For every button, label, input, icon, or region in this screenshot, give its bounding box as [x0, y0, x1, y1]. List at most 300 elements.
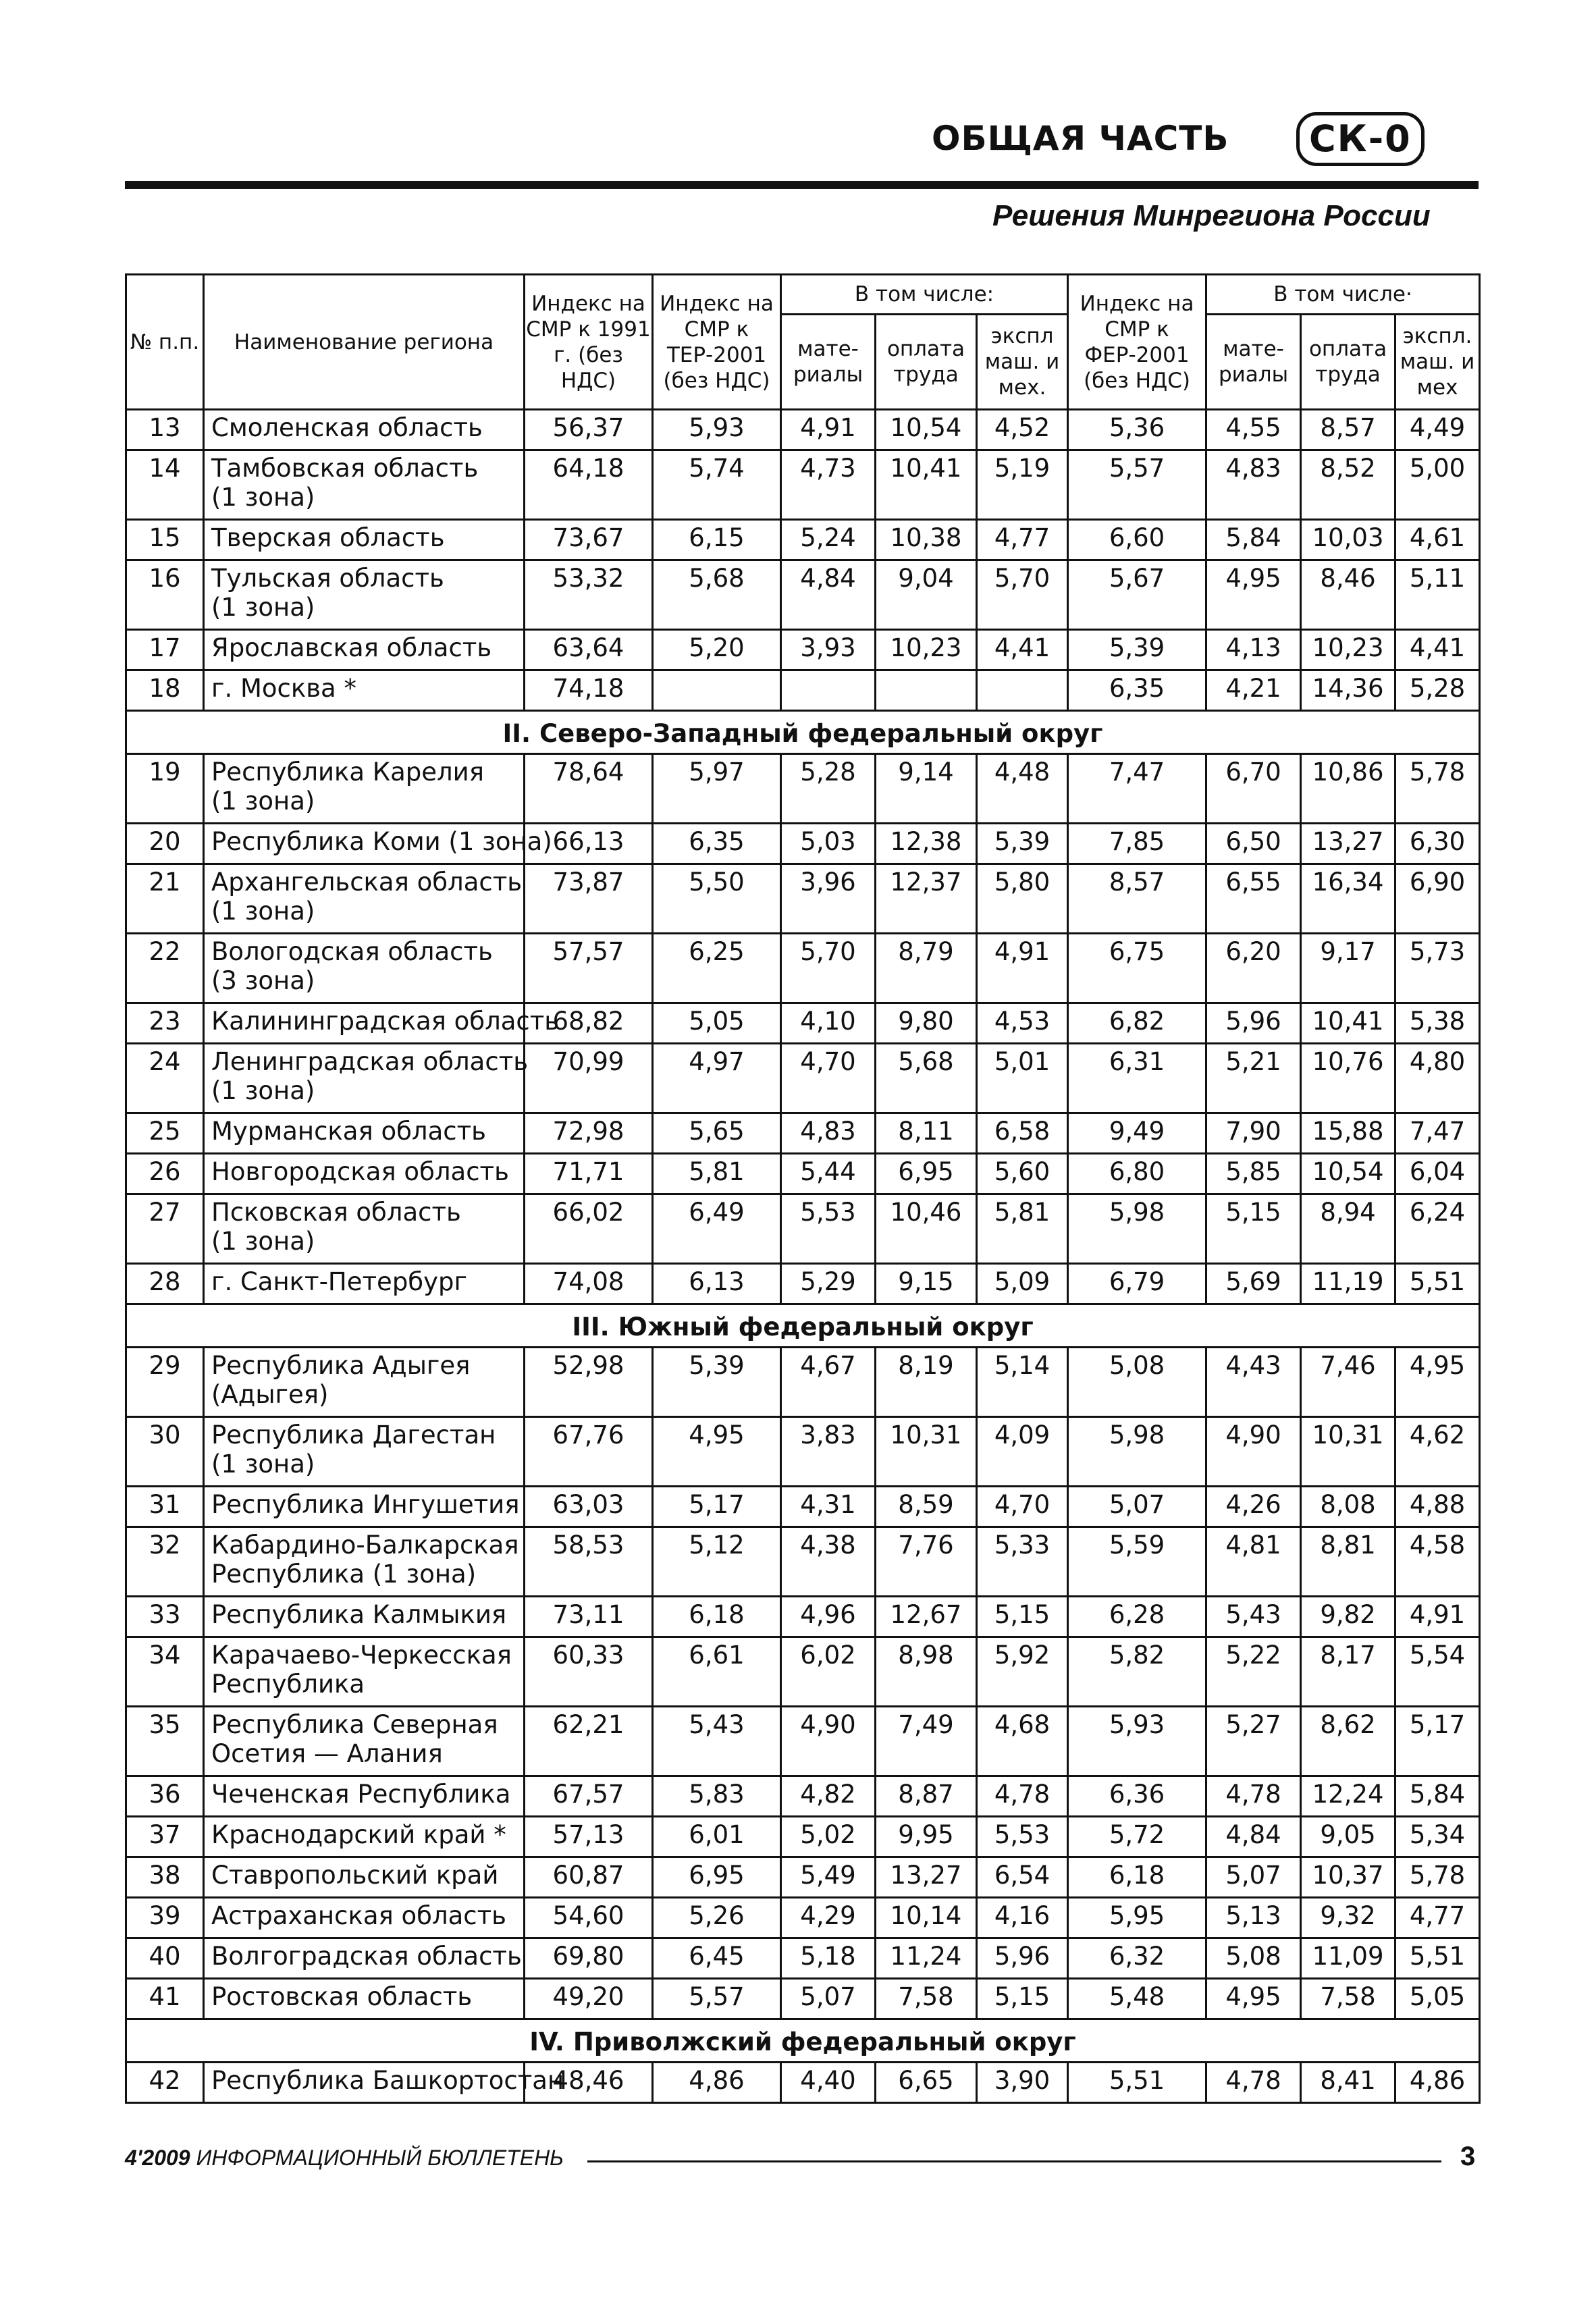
index-fer-2001-cell: 5,07: [1068, 1487, 1206, 1527]
index-1991-cell: 60,87: [525, 1857, 653, 1898]
index-1991-cell: 69,80: [525, 1938, 653, 1979]
table-row: [126, 864, 1480, 934]
region-name: [204, 670, 525, 711]
fer-machinery-cell: 5,34: [1395, 1817, 1480, 1857]
ter-machinery-cell: 5,92: [977, 1637, 1068, 1707]
ter-machinery-cell: 6,54: [977, 1857, 1068, 1898]
index-ter-2001-cell: 5,57: [653, 1979, 781, 2019]
row-number: 27: [126, 1194, 204, 1264]
fer-labor-cell: 8,62: [1301, 1707, 1395, 1776]
index-ter-2001-cell: 6,15: [653, 520, 781, 560]
region-name-line: Мурманская область: [211, 1117, 486, 1146]
index-ter-2001-cell: 6,95: [653, 1857, 781, 1898]
ter-machinery-cell: 4,78: [977, 1776, 1068, 1817]
region-name: [204, 1637, 525, 1707]
ter-machinery-cell: 5,33: [977, 1527, 1068, 1597]
index-1991-cell: 64,18: [525, 450, 653, 520]
table-row: [126, 1637, 1480, 1707]
fer-materials-cell: 5,13: [1206, 1898, 1301, 1938]
region-name: [204, 1898, 525, 1938]
ter-materials-cell: 5,18: [781, 1938, 876, 1979]
region-name: [204, 754, 525, 824]
fer-labor-cell: 11,09: [1301, 1938, 1395, 1979]
table-row: [126, 1707, 1480, 1776]
fer-machinery-cell: 5,73: [1395, 934, 1480, 1003]
index-fer-2001-cell: 5,59: [1068, 1527, 1206, 1597]
index-ter-2001-cell: [653, 670, 781, 711]
ter-materials-cell: 5,70: [781, 934, 876, 1003]
ter-labor-cell: 5,68: [876, 1044, 977, 1113]
index-ter-2001-cell: 6,25: [653, 934, 781, 1003]
fer-materials-cell: 4,81: [1206, 1527, 1301, 1597]
fer-machinery-cell: 5,28: [1395, 670, 1480, 711]
index-fer-2001-cell: 6,60: [1068, 520, 1206, 560]
ter-machinery-cell: 5,53: [977, 1817, 1068, 1857]
index-fer-2001-cell: 5,67: [1068, 560, 1206, 630]
footer-rule: [587, 2160, 1441, 2162]
row-number: 24: [126, 1044, 204, 1113]
fer-materials-cell: 4,90: [1206, 1417, 1301, 1487]
fer-machinery-cell: 5,51: [1395, 1938, 1480, 1979]
table-row: [126, 450, 1480, 520]
ter-materials-cell: 5,29: [781, 1264, 876, 1304]
fer-materials-cell: 7,90: [1206, 1113, 1301, 1154]
table-row: [126, 410, 1480, 450]
region-name-line: Калининградская область: [211, 1007, 560, 1036]
table-row: [126, 1194, 1480, 1264]
fer-labor-cell: 14,36: [1301, 670, 1395, 711]
index-ter-2001-cell: 6,45: [653, 1938, 781, 1979]
fer-labor-cell: 11,19: [1301, 1264, 1395, 1304]
row-number: 39: [126, 1898, 204, 1938]
table-row: [126, 1348, 1480, 1417]
index-ter-2001-cell: 5,65: [653, 1113, 781, 1154]
index-fer-2001-cell: 5,72: [1068, 1817, 1206, 1857]
ter-machinery-cell: 6,58: [977, 1113, 1068, 1154]
table-row: [126, 1898, 1480, 1938]
index-1991-cell: 58,53: [525, 1527, 653, 1597]
region-name-line: Тверская область: [211, 523, 445, 552]
ter-materials-cell: 4,91: [781, 410, 876, 450]
ter-machinery-cell: 4,48: [977, 754, 1068, 824]
table-row: [126, 1527, 1480, 1597]
index-ter-2001-cell: 6,01: [653, 1817, 781, 1857]
ter-materials-cell: 4,82: [781, 1776, 876, 1817]
index-ter-2001-cell: 5,17: [653, 1487, 781, 1527]
fer-machinery-cell: 5,78: [1395, 754, 1480, 824]
region-name-line: Псковская область: [211, 1198, 461, 1227]
section-heading: IV. Приволжский федеральный округ: [126, 2019, 1480, 2063]
section-row: [126, 2019, 1480, 2063]
fer-materials-cell: 4,43: [1206, 1348, 1301, 1417]
ter-machinery-cell: 5,70: [977, 560, 1068, 630]
fer-materials-cell: 6,20: [1206, 934, 1301, 1003]
fer-machinery-cell: 5,11: [1395, 560, 1480, 630]
col-header-materials: мате-риалы: [781, 315, 876, 410]
ter-materials-cell: 4,84: [781, 560, 876, 630]
row-number: 35: [126, 1707, 204, 1776]
index-ter-2001-cell: 5,43: [653, 1707, 781, 1776]
region-name: [204, 1979, 525, 2019]
region-name-line: (1 зона): [211, 897, 315, 926]
row-number: 34: [126, 1637, 204, 1707]
index-1991-cell: 63,64: [525, 630, 653, 670]
col-header-labor: оплата труда: [1301, 315, 1395, 410]
ter-labor-cell: 7,49: [876, 1707, 977, 1776]
ter-machinery-cell: 4,68: [977, 1707, 1068, 1776]
fer-labor-cell: 9,32: [1301, 1898, 1395, 1938]
region-name-line: Астраханская область: [211, 1901, 506, 1930]
fer-machinery-cell: 5,17: [1395, 1707, 1480, 1776]
fer-materials-cell: 5,21: [1206, 1044, 1301, 1113]
table-row: [126, 1417, 1480, 1487]
index-fer-2001-cell: 6,35: [1068, 670, 1206, 711]
ter-materials-cell: 5,49: [781, 1857, 876, 1898]
col-header-idx-ter: Индекс на СМР к ТЕР-2001 (без НДС): [653, 275, 781, 410]
row-number: 41: [126, 1979, 204, 2019]
ter-machinery-cell: 3,90: [977, 2063, 1068, 2103]
region-name: [204, 410, 525, 450]
fer-materials-cell: 5,08: [1206, 1938, 1301, 1979]
fer-labor-cell: 8,17: [1301, 1637, 1395, 1707]
ter-materials-cell: 4,38: [781, 1527, 876, 1597]
ter-labor-cell: 6,65: [876, 2063, 977, 2103]
ter-machinery-cell: 4,70: [977, 1487, 1068, 1527]
ter-machinery-cell: 4,16: [977, 1898, 1068, 1938]
fer-machinery-cell: 5,00: [1395, 450, 1480, 520]
col-header-num: № п.п.: [126, 275, 204, 410]
ter-materials-cell: 5,28: [781, 754, 876, 824]
row-number: 21: [126, 864, 204, 934]
ter-machinery-cell: 5,60: [977, 1154, 1068, 1194]
table-row: [126, 630, 1480, 670]
fer-materials-cell: 4,21: [1206, 670, 1301, 711]
region-name-line: Республика Адыгея: [211, 1351, 471, 1380]
ter-labor-cell: 12,38: [876, 824, 977, 864]
section-heading: III. Южный федеральный округ: [126, 1304, 1480, 1348]
index-ter-2001-cell: 4,86: [653, 2063, 781, 2103]
fer-labor-cell: 8,08: [1301, 1487, 1395, 1527]
fer-labor-cell: 9,05: [1301, 1817, 1395, 1857]
region-name-line: (1 зона): [211, 483, 315, 512]
row-number: 16: [126, 560, 204, 630]
region-name: [204, 1264, 525, 1304]
fer-materials-cell: 5,84: [1206, 520, 1301, 560]
col-header-labor: оплата труда: [876, 315, 977, 410]
ter-labor-cell: 10,14: [876, 1898, 977, 1938]
index-fer-2001-cell: 5,98: [1068, 1194, 1206, 1264]
row-number: 31: [126, 1487, 204, 1527]
index-1991-cell: 56,37: [525, 410, 653, 450]
index-ter-2001-cell: 5,50: [653, 864, 781, 934]
ter-materials-cell: [781, 670, 876, 711]
ter-machinery-cell: 4,91: [977, 934, 1068, 1003]
index-ter-2001-cell: 5,39: [653, 1348, 781, 1417]
index-fer-2001-cell: 5,98: [1068, 1417, 1206, 1487]
index-fer-2001-cell: 6,28: [1068, 1597, 1206, 1637]
table-body: [126, 410, 1480, 2103]
col-header-materials: мате-риалы: [1206, 315, 1301, 410]
ter-materials-cell: 4,90: [781, 1707, 876, 1776]
fer-materials-cell: 5,07: [1206, 1857, 1301, 1898]
index-1991-cell: 57,57: [525, 934, 653, 1003]
index-1991-cell: 62,21: [525, 1707, 653, 1776]
fer-labor-cell: 9,17: [1301, 934, 1395, 1003]
region-name-line: Новгородская область: [211, 1157, 509, 1186]
index-fer-2001-cell: 5,48: [1068, 1979, 1206, 2019]
fer-labor-cell: 10,86: [1301, 754, 1395, 824]
ter-labor-cell: 10,38: [876, 520, 977, 560]
ter-materials-cell: 3,93: [781, 630, 876, 670]
region-name: [204, 1527, 525, 1597]
fer-labor-cell: 16,34: [1301, 864, 1395, 934]
ter-labor-cell: 9,15: [876, 1264, 977, 1304]
table-row: [126, 670, 1480, 711]
region-name: [204, 1597, 525, 1637]
region-name-line: (1 зона): [211, 1450, 315, 1479]
fer-machinery-cell: 4,61: [1395, 520, 1480, 560]
col-header-idx1991: Индекс на СМР к 1991 г. (без НДС): [525, 275, 653, 410]
fer-labor-cell: 13,27: [1301, 824, 1395, 864]
region-name: [204, 1487, 525, 1527]
fer-machinery-cell: 5,05: [1395, 1979, 1480, 2019]
index-ter-2001-cell: 5,93: [653, 410, 781, 450]
table-row: [126, 1487, 1480, 1527]
row-number: 36: [126, 1776, 204, 1817]
region-name: [204, 1817, 525, 1857]
region-name: [204, 450, 525, 520]
fer-labor-cell: 10,03: [1301, 520, 1395, 560]
row-number: 15: [126, 520, 204, 560]
fer-labor-cell: 7,46: [1301, 1348, 1395, 1417]
ter-machinery-cell: 4,53: [977, 1003, 1068, 1044]
ter-labor-cell: 10,54: [876, 410, 977, 450]
ter-labor-cell: 8,87: [876, 1776, 977, 1817]
region-index-table: [125, 273, 1481, 2104]
index-ter-2001-cell: 5,26: [653, 1898, 781, 1938]
col-header-idx-fer: Индекс на СМР к ФЕР-2001 (без НДС): [1068, 275, 1206, 410]
index-fer-2001-cell: 9,49: [1068, 1113, 1206, 1154]
ter-labor-cell: 13,27: [876, 1857, 977, 1898]
row-number: 33: [126, 1597, 204, 1637]
ter-machinery-cell: 5,09: [977, 1264, 1068, 1304]
ter-labor-cell: 10,23: [876, 630, 977, 670]
region-name: [204, 1776, 525, 1817]
region-name-line: Ярославская область: [211, 633, 492, 662]
fer-labor-cell: 8,81: [1301, 1527, 1395, 1597]
index-fer-2001-cell: 5,36: [1068, 410, 1206, 450]
table-row: [126, 1817, 1480, 1857]
region-name-line: Осетия — Алания: [211, 1739, 443, 1768]
index-fer-2001-cell: 6,82: [1068, 1003, 1206, 1044]
index-1991-cell: 63,03: [525, 1487, 653, 1527]
fer-materials-cell: 4,55: [1206, 410, 1301, 450]
ter-labor-cell: 7,58: [876, 1979, 977, 2019]
ter-machinery-cell: 5,19: [977, 450, 1068, 520]
index-1991-cell: 60,33: [525, 1637, 653, 1707]
ter-labor-cell: 8,98: [876, 1637, 977, 1707]
index-ter-2001-cell: 6,35: [653, 824, 781, 864]
ter-materials-cell: 5,07: [781, 1979, 876, 2019]
index-fer-2001-cell: 6,18: [1068, 1857, 1206, 1898]
table-row: [126, 1003, 1480, 1044]
fer-labor-cell: 8,57: [1301, 410, 1395, 450]
fer-machinery-cell: 6,04: [1395, 1154, 1480, 1194]
row-number: 18: [126, 670, 204, 711]
fer-machinery-cell: 4,80: [1395, 1044, 1480, 1113]
fer-machinery-cell: 4,58: [1395, 1527, 1480, 1597]
col-header-name: Наименование региона: [204, 275, 525, 410]
fer-labor-cell: 10,41: [1301, 1003, 1395, 1044]
ter-labor-cell: 8,79: [876, 934, 977, 1003]
region-name: [204, 1938, 525, 1979]
fer-labor-cell: 8,41: [1301, 2063, 1395, 2103]
region-name: [204, 1707, 525, 1776]
region-name: [204, 630, 525, 670]
index-fer-2001-cell: 5,93: [1068, 1707, 1206, 1776]
region-name-line: (3 зона): [211, 966, 315, 995]
fer-machinery-cell: 4,41: [1395, 630, 1480, 670]
region-name-line: г. Москва *: [211, 674, 356, 703]
section-row: [126, 1304, 1480, 1348]
fer-labor-cell: 9,82: [1301, 1597, 1395, 1637]
ter-machinery-cell: 5,15: [977, 1979, 1068, 2019]
ter-labor-cell: 6,95: [876, 1154, 977, 1194]
ter-materials-cell: 4,31: [781, 1487, 876, 1527]
region-name-line: Волгоградская область: [211, 1942, 522, 1971]
ter-machinery-cell: 5,96: [977, 1938, 1068, 1979]
table-row: [126, 1938, 1480, 1979]
region-name: [204, 1154, 525, 1194]
fer-labor-cell: 8,94: [1301, 1194, 1395, 1264]
ter-labor-cell: 11,24: [876, 1938, 977, 1979]
row-number: 30: [126, 1417, 204, 1487]
fer-labor-cell: 10,31: [1301, 1417, 1395, 1487]
index-ter-2001-cell: 5,97: [653, 754, 781, 824]
ter-machinery-cell: 5,81: [977, 1194, 1068, 1264]
ter-labor-cell: 9,14: [876, 754, 977, 824]
region-name-line: Ставропольский край: [211, 1861, 499, 1890]
table-row: [126, 1044, 1480, 1113]
ter-materials-cell: 4,70: [781, 1044, 876, 1113]
fer-machinery-cell: 4,49: [1395, 410, 1480, 450]
index-1991-cell: 73,87: [525, 864, 653, 934]
ter-materials-cell: 4,67: [781, 1348, 876, 1417]
index-ter-2001-cell: 6,13: [653, 1264, 781, 1304]
region-name-line: Карачаево-Черкесская: [211, 1641, 512, 1670]
fer-machinery-cell: 4,86: [1395, 2063, 1480, 2103]
index-1991-cell: 68,82: [525, 1003, 653, 1044]
fer-materials-cell: 6,70: [1206, 754, 1301, 824]
ter-machinery-cell: 5,80: [977, 864, 1068, 934]
index-1991-cell: 52,98: [525, 1348, 653, 1417]
fer-machinery-cell: 6,30: [1395, 824, 1480, 864]
row-number: 29: [126, 1348, 204, 1417]
region-name: [204, 1044, 529, 1113]
index-1991-cell: 71,71: [525, 1154, 653, 1194]
row-number: 14: [126, 450, 204, 520]
index-fer-2001-cell: 6,32: [1068, 1938, 1206, 1979]
row-number: 42: [126, 2063, 204, 2103]
ter-labor-cell: 10,46: [876, 1194, 977, 1264]
fer-machinery-cell: 6,24: [1395, 1194, 1480, 1264]
index-1991-cell: 78,64: [525, 754, 653, 824]
issue-number: 4'2009: [125, 2146, 190, 2170]
fer-machinery-cell: 4,88: [1395, 1487, 1480, 1527]
ter-machinery-cell: 4,52: [977, 410, 1068, 450]
col-header-group-ter: В том числе:: [781, 275, 1068, 315]
index-ter-2001-cell: 5,12: [653, 1527, 781, 1597]
region-name-line: Тульская область: [211, 564, 444, 593]
fer-labor-cell: 12,24: [1301, 1776, 1395, 1817]
row-number: 17: [126, 630, 204, 670]
ter-machinery-cell: 5,15: [977, 1597, 1068, 1637]
region-name: [204, 824, 552, 864]
region-name-line: Ростовская область: [211, 1982, 473, 2011]
row-number: 28: [126, 1264, 204, 1304]
footer-issue: [125, 2146, 564, 2171]
index-fer-2001-cell: 5,08: [1068, 1348, 1206, 1417]
index-fer-2001-cell: 6,79: [1068, 1264, 1206, 1304]
page-subtitle: Решения Минрегиона России: [992, 199, 1431, 232]
fer-machinery-cell: 5,51: [1395, 1264, 1480, 1304]
index-fer-2001-cell: 6,36: [1068, 1776, 1206, 1817]
fer-materials-cell: 5,22: [1206, 1637, 1301, 1707]
fer-materials-cell: 5,43: [1206, 1597, 1301, 1637]
row-number: 40: [126, 1938, 204, 1979]
ter-machinery-cell: [977, 670, 1068, 711]
index-1991-cell: 74,08: [525, 1264, 653, 1304]
index-ter-2001-cell: 5,20: [653, 630, 781, 670]
row-number: 23: [126, 1003, 204, 1044]
index-1991-cell: 73,67: [525, 520, 653, 560]
index-1991-cell: 49,20: [525, 1979, 653, 2019]
fer-materials-cell: 4,95: [1206, 560, 1301, 630]
col-header-machinery: экспл. маш. и мех: [1395, 315, 1480, 410]
fer-machinery-cell: 5,54: [1395, 1637, 1480, 1707]
fer-labor-cell: 10,37: [1301, 1857, 1395, 1898]
row-number: 20: [126, 824, 204, 864]
fer-machinery-cell: 7,47: [1395, 1113, 1480, 1154]
index-1991-cell: 72,98: [525, 1113, 653, 1154]
col-header-machinery: экспл маш. и мех.: [977, 315, 1068, 410]
ter-materials-cell: 3,83: [781, 1417, 876, 1487]
ter-machinery-cell: 5,39: [977, 824, 1068, 864]
ter-labor-cell: 7,76: [876, 1527, 977, 1597]
index-1991-cell: 48,46: [525, 2063, 653, 2103]
ter-materials-cell: 4,96: [781, 1597, 876, 1637]
col-header-group-fer: В том числе·: [1206, 275, 1480, 315]
table-row: [126, 1857, 1480, 1898]
ter-materials-cell: 5,53: [781, 1194, 876, 1264]
index-1991-cell: 67,76: [525, 1417, 653, 1487]
index-ter-2001-cell: 6,49: [653, 1194, 781, 1264]
ter-materials-cell: 4,10: [781, 1003, 876, 1044]
ter-labor-cell: 10,41: [876, 450, 977, 520]
region-name: [204, 520, 525, 560]
table-row: [126, 2063, 1480, 2103]
ter-materials-cell: 5,03: [781, 824, 876, 864]
ter-materials-cell: 4,73: [781, 450, 876, 520]
fer-machinery-cell: 4,77: [1395, 1898, 1480, 1938]
index-ter-2001-cell: 6,18: [653, 1597, 781, 1637]
fer-materials-cell: 4,95: [1206, 1979, 1301, 2019]
row-number: 38: [126, 1857, 204, 1898]
index-1991-cell: 73,11: [525, 1597, 653, 1637]
ter-labor-cell: 12,67: [876, 1597, 977, 1637]
header-rule: [125, 181, 1479, 189]
region-name: [204, 560, 525, 630]
